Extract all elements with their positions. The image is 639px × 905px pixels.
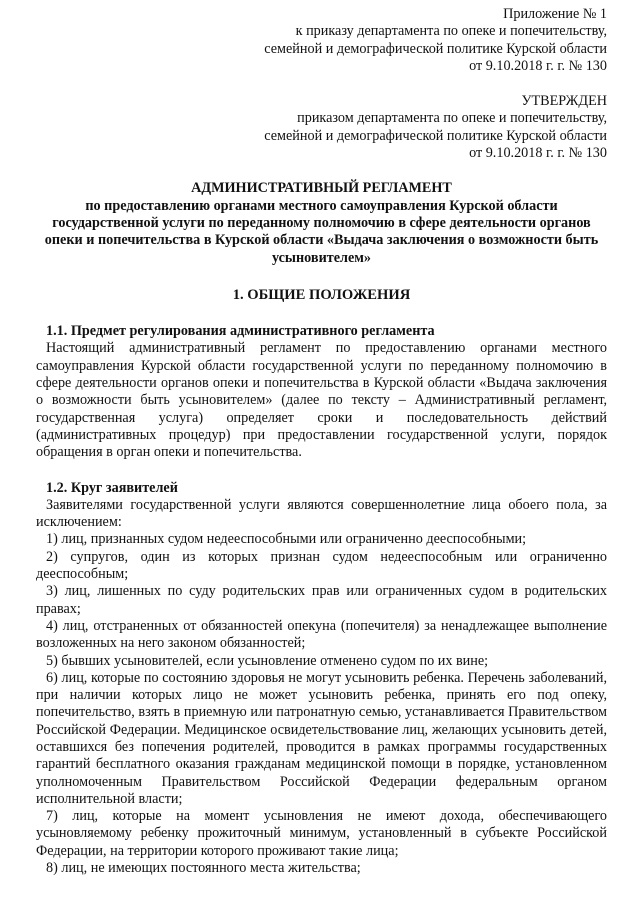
subsection-heading-1-1: 1.1. Предмет регулирования административного регламента — [46, 323, 435, 340]
appendix-header — [36, 6, 607, 75]
approval-header — [36, 93, 607, 162]
list-item: 1) лиц, признанных судом недееспособными или ограниченно дееспособными; — [46, 531, 527, 548]
approval-line: УТВЕРЖДЕН — [521, 93, 607, 110]
subsection-heading-1-2: 1.2. Круг заявителей — [46, 479, 178, 496]
list-item: 2) супругов, один из которых признан судом недееспособным или ограниченно дееспособным; — [36, 548, 607, 583]
approval-line: приказом департамента по опеке и попечительству, — [297, 110, 607, 127]
applicants-intro: Заявителями государственной услуги являются совершеннолетние лица обоего пола, за исключением: — [36, 496, 607, 531]
document-page — [36, 6, 607, 877]
list-item: 4) лиц, отстраненных от обязанностей опекуна (попечителя) за ненадлежащее выполнение возложенных на него законом обязанностей; — [36, 617, 607, 652]
approval-line: от 9.10.2018 г. г. № 130 — [469, 145, 607, 162]
list-item: 6) лиц, которые по состоянию здоровья не могут усыновить ребенка. Перечень заболеваний, при наличии которых лицо не может усыновить ребенка, принять его под опеку, попечительство, взять в приемную или патронатную семью, устанавливается Правительством Российской Федерации. Медицинское освидетельствование лиц, желающих усыновить детей, оставшихся без попечения родителей, проводится в рамках программы государственных гарантий бесплатного оказания гражданам медицинской помощи в порядке, установленном уполномоченным Правительством Российской Федерации федеральным органом исполнительной власти; — [36, 669, 607, 807]
appendix-line: от 9.10.2018 г. г. № 130 — [469, 57, 607, 74]
list-item: 3) лиц, лишенных по суду родительских прав или ограниченных судом в родительских правах; — [36, 583, 607, 617]
appendix-line: Приложение № 1 — [503, 6, 607, 22]
subsection-text-1-1: Настоящий административный регламент по предоставлению органами местного самоуправления Курской области государственной услуги по переданному полномочию в сфере деятельности органов опеки и попечительства в Курской области «Выдача заключения о возможности быть усыновителем» (далее по тексту – Административный регламент, государственная услуга) определяет сроки и последовательность действий (административных процедур) при предоставлении государственной услуги, порядок обращения в орган опеки и попечительства. — [36, 340, 607, 461]
document-title: АДМИНИСТРАТИВНЫЙ РЕГЛАМЕНТ — [191, 180, 452, 197]
appendix-line: семейной и демографической политике Курской области — [264, 40, 607, 57]
list-item: 8) лиц, не имеющих постоянного места жительства; — [46, 860, 361, 877]
appendix-line: к приказу департамента по опеке и попечительству, — [295, 23, 607, 40]
list-item: 7) лиц, которые на момент усыновления не имеют дохода, обеспечивающего усыновляемому ребенку прожиточный минимум, установленный в субъекте Российской Федерации, на территории которого проживают такие лица; — [36, 808, 607, 859]
list-item: 5) бывших усыновителей, если усыновление отменено судом по их вине; — [46, 652, 489, 669]
approval-line: семейной и демографической политике Курской области — [264, 127, 607, 144]
section-title: 1. ОБЩИЕ ПОЛОЖЕНИЯ — [232, 286, 411, 303]
document-subtitle: по предоставлению органами местного самоуправления Курской области государственной услуги по переданному полномочию в сфере деятельности органов опеки и попечительства в Курской области «Выдача заключения о возможности быть усыновителем» — [44, 197, 599, 266]
